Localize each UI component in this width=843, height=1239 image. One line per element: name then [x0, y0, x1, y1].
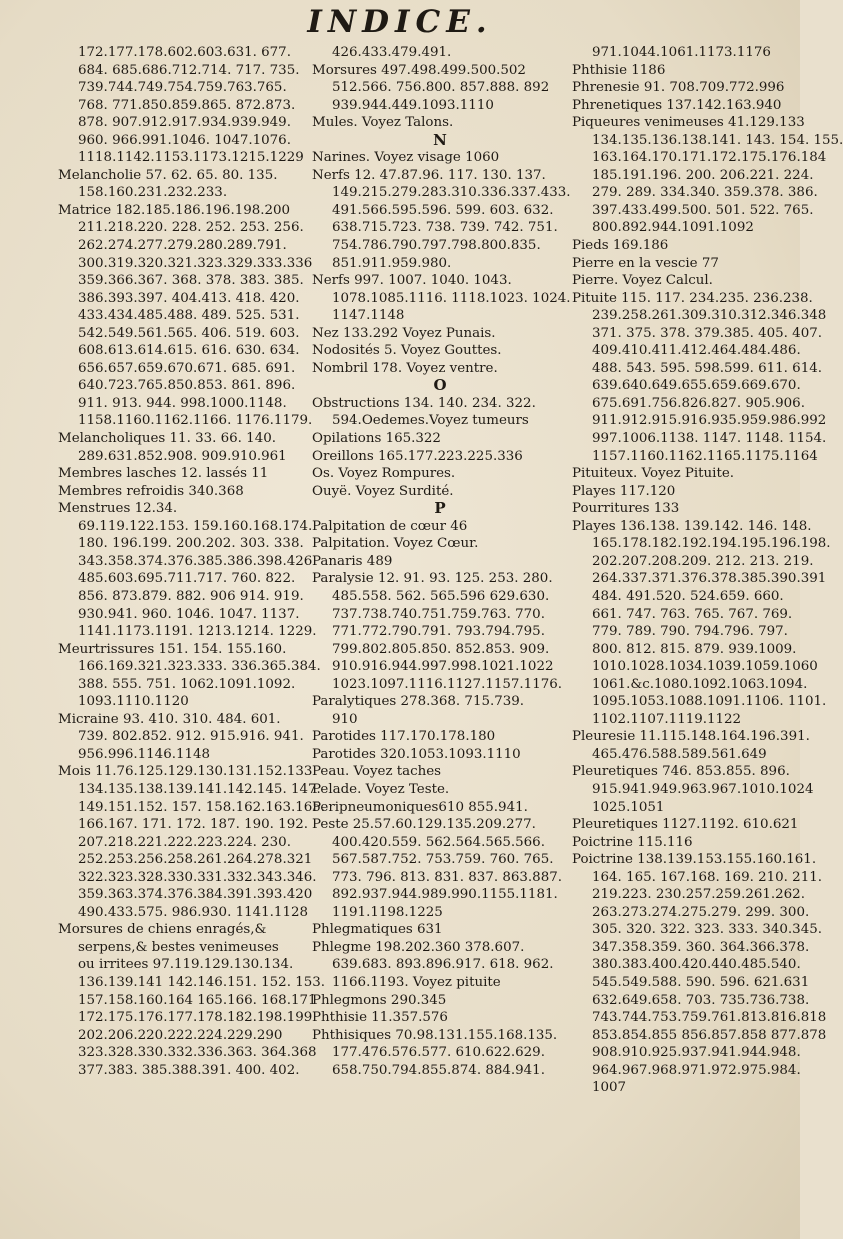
section-letter: N — [433, 130, 447, 149]
index-entry: Pierre. Voyez Calcul. — [572, 273, 713, 289]
index-entry-continuation: 930.941. 960. 1046. 1047. 1137. — [78, 606, 300, 622]
index-entry: Peripneumoniques610 855.941. — [312, 799, 528, 815]
index-entry: Nez 133.292 Voyez Punais. — [312, 325, 496, 341]
index-entry-continuation: 400.420.559. 562.564.565.566. — [332, 834, 545, 850]
index-entry-continuation: 545.549.588. 590. 596. 621.631 — [592, 974, 810, 990]
index-entry-continuation: 1147.1148 — [332, 308, 405, 324]
index-entry-continuation: 542.549.561.565. 406. 519. 603. — [78, 325, 300, 341]
index-entry: Phthisie 11.357.576 — [312, 1010, 448, 1026]
index-entry-continuation: 567.587.752. 753.759. 760. 765. — [332, 852, 554, 868]
index-entry-continuation: 910.916.944.997.998.1021.1022 — [332, 659, 554, 675]
index-entry-continuation: 878. 907.912.917.934.939.949. — [78, 115, 291, 131]
index-entry-continuation: 754.786.790.797.798.800.835. — [332, 238, 541, 254]
index-entry-continuation: 289.631.852.908. 909.910.961 — [78, 448, 287, 464]
index-entry-continuation: 1095.1053.1088.1091.1106. 1101. — [592, 694, 827, 710]
index-entry-continuation: 166.169.321.323.333. 336.365.384. — [78, 659, 321, 675]
index-entry-continuation: 1023.1097.1116.1127.1157.1176. — [332, 676, 563, 692]
index-entry-continuation: 911. 913. 944. 998.1000.1148. — [78, 395, 287, 411]
index-entry-continuation: ou irritees 97.119.129.130.134. — [78, 957, 294, 973]
index-entry: Phrenesie 91. 708.709.772.996 — [572, 80, 785, 96]
index-entry-continuation: 300.319.320.321.323.329.333.336 — [78, 255, 313, 271]
index-entry-continuation: 69.119.122.153. 159.160.168.174. — [78, 518, 313, 534]
index-entry: Meurtrissures 151. 154. 155.160. — [58, 641, 287, 657]
index-entry-continuation: 684. 685.686.712.714. 717. 735. — [78, 62, 300, 78]
index-entry-continuation: 739.744.749.754.759.763.765. — [78, 80, 287, 96]
index-entry-continuation: 359.363.374.376.384.391.393.420 — [78, 887, 313, 903]
index-entry: Poictrine 115.116 — [572, 834, 693, 850]
index-entry-continuation: 465.476.588.589.561.649 — [592, 746, 767, 762]
index-entry: Pierre en la vescie 77 — [572, 255, 719, 271]
index-entry-continuation: 997.1006.1138. 1147. 1148. 1154. — [592, 431, 827, 447]
index-entry-continuation: 490.433.575. 986.930. 1141.1128 — [78, 904, 309, 920]
index-entry: Playes 136.138. 139.142. 146. 148. — [572, 518, 812, 534]
index-entry-continuation: 1157.1160.1162.1165.1175.1164 — [592, 448, 818, 464]
index-entry-continuation: 263.273.274.275.279. 299. 300. — [592, 904, 810, 920]
index-entry-continuation: 1025.1051 — [592, 799, 665, 815]
index-entry-continuation: 388. 555. 751. 1062.1091.1092. — [78, 676, 296, 692]
index-column-middle — [312, 44, 571, 1079]
index-entry: Palpitation. Voyez Cœur. — [312, 536, 479, 552]
index-entry-continuation: 638.715.723. 738. 739. 742. 751. — [332, 220, 558, 236]
index-entry-continuation: serpens,& bestes venimeuses — [78, 939, 279, 955]
index-entry-continuation: 239.258.261.309.310.312.346.348 — [592, 308, 827, 324]
index-entry-continuation: 149.215.279.283.310.336.337.433. — [332, 185, 571, 201]
index-entry: Pituiteux. Voyez Pituite. — [572, 466, 735, 482]
index-entry-continuation: 964.967.968.971.972.975.984. — [592, 1062, 801, 1078]
index-entry: Pelade. Voyez Teste. — [312, 781, 450, 797]
index-entry: Micraine 93. 410. 310. 484. 601. — [58, 711, 281, 727]
index-entry-continuation: 488. 543. 595. 598.599. 611. 614. — [592, 360, 822, 376]
index-entry: Piqueures venimeuses 41.129.133 — [572, 115, 805, 131]
index-entry-continuation: 343.358.374.376.385.386.398.426 — [78, 553, 313, 569]
index-entry-continuation: 166.167. 171. 172. 187. 190. 192. — [78, 817, 308, 833]
index-entry-continuation: 136.139.141 142.146.151. 152. 153. — [78, 974, 326, 990]
index-entry-continuation: 779. 789. 790. 794.796. 797. — [592, 624, 788, 640]
index-entry-continuation: 1102.1107.1119.1122 — [592, 711, 742, 727]
index-entry-continuation: 800.892.944.1091.1092 — [592, 220, 754, 236]
index-entry-continuation: 675.691.756.826.827. 905.906. — [592, 395, 805, 411]
index-entry: Poictrine 138.139.153.155.160.161. — [572, 852, 817, 868]
index-entry-continuation: 1093.1110.1120 — [78, 694, 189, 710]
index-entry-continuation: 163.164.170.171.172.175.176.184 — [592, 150, 827, 166]
index-entry: Nerfs 12. 47.87.96. 117. 130. 137. — [312, 167, 546, 183]
index-entry: Opilations 165.322 — [312, 431, 441, 447]
index-entry: Ouyë. Voyez Surdité. — [312, 483, 454, 499]
index-entry-continuation: 347.358.359. 360. 364.366.378. — [592, 939, 810, 955]
index-entry-continuation: 892.937.944.989.990.1155.1181. — [332, 887, 558, 903]
index-entry-continuation: 639.683. 893.896.917. 618. 962. — [332, 957, 554, 973]
index-entry-continuation: 800. 812. 815. 879. 939.1009. — [592, 641, 797, 657]
index-entry: Playes 117.120 — [572, 483, 676, 499]
page-header-title: INDICE. — [307, 4, 493, 40]
index-entry-continuation: 485.558. 562. 565.596 629.630. — [332, 588, 550, 604]
index-entry: Morsures 497.498.499.500.502 — [312, 62, 526, 78]
index-entry-continuation: 661. 747. 763. 765. 767. 769. — [592, 606, 793, 622]
index-column-right — [572, 44, 843, 1097]
index-entry-continuation: 262.274.277.279.280.289.791. — [78, 238, 287, 254]
index-entry: Palpitation de cœur 46 — [312, 518, 468, 534]
index-entry-continuation: 1141.1173.1191. 1213.1214. 1229. — [78, 624, 317, 640]
index-entry: Pleuretiques 746. 853.855. 896. — [572, 764, 790, 780]
index-entry: Pleuretiques 1127.1192. 610.621 — [572, 817, 799, 833]
index-entry-continuation: 207.218.221.222.223.224. 230. — [78, 834, 291, 850]
index-entry-continuation: 908.910.925.937.941.944.948. — [592, 1045, 801, 1061]
index-entry: Panaris 489 — [312, 553, 393, 569]
index-entry-continuation: 1007 — [592, 1080, 627, 1096]
index-entry-continuation: 915.941.949.963.967.1010.1024 — [592, 781, 814, 797]
index-entry: Morsures de chiens enragés,& — [58, 922, 267, 938]
index-entry: Membres refroidis 340.368 — [58, 483, 244, 499]
index-entry-continuation: 202.207.208.209. 212. 213. 219. — [592, 553, 814, 569]
index-entry-continuation: 768. 771.850.859.865. 872.873. — [78, 97, 296, 113]
index-entry-continuation: 180. 196.199. 200.202. 303. 338. — [78, 536, 304, 552]
index-entry-continuation: 639.640.649.655.659.669.670. — [592, 378, 801, 394]
index-entry: Parotides 117.170.178.180 — [312, 729, 496, 745]
index-entry-continuation: 485.603.695.711.717. 760. 822. — [78, 571, 296, 587]
index-entry-continuation: 185.191.196. 200. 206.221. 224. — [592, 167, 814, 183]
index-entry: Phrenetiques 137.142.163.940 — [572, 97, 782, 113]
index-entry-continuation: 211.218.220. 228. 252. 253. 256. — [78, 220, 304, 236]
index-entry-continuation: 165.178.182.192.194.195.196.198. — [592, 536, 831, 552]
index-entry-continuation: 1078.1085.1116. 1118.1023. 1024. — [332, 290, 571, 306]
index-entry: Obstructions 134. 140. 234. 322. — [312, 395, 536, 411]
index-entry-continuation: 1191.1198.1225 — [332, 904, 443, 920]
index-entry-continuation: 658.750.794.855.874. 884.941. — [332, 1062, 545, 1078]
index-entry-continuation: 856. 873.879. 882. 906 914. 919. — [78, 588, 304, 604]
index-entry: Pourritures 133 — [572, 501, 680, 517]
index-entry-continuation: 172.175.176.177.178.182.198.199 — [78, 1010, 313, 1026]
section-letter: O — [433, 376, 447, 395]
index-entry-continuation: 219.223. 230.257.259.261.262. — [592, 887, 805, 903]
index-entry-continuation: 771.772.790.791. 793.794.795. — [332, 624, 545, 640]
index-entry: Melancholie 57. 62. 65. 80. 135. — [58, 167, 278, 183]
index-entry: Mois 11.76.125.129.130.131.152.133 — [58, 764, 313, 780]
index-entry-continuation: 359.366.367. 368. 378. 383. 385. — [78, 273, 304, 289]
index-entry-continuation: 971.1044.1061.1173.1176 — [592, 45, 771, 60]
index-entry-continuation: 305. 320. 322. 323. 333. 340.345. — [592, 922, 822, 938]
index-entry: Parotides 320.1053.1093.1110 — [312, 746, 521, 762]
index-entry: Nombril 178. Voyez ventre. — [312, 360, 498, 376]
index-entry-continuation: 911.912.915.916.935.959.986.992 — [592, 413, 827, 429]
index-entry-continuation: 164. 165. 167.168. 169. 210. 211. — [592, 869, 822, 885]
index-entry: Melancholiques 11. 33. 66. 140. — [58, 431, 276, 447]
index-entry-continuation: 433.434.485.488. 489. 525. 531. — [78, 308, 300, 324]
index-entry-continuation: 386.393.397. 404.413. 418. 420. — [78, 290, 300, 306]
index-column-left — [58, 44, 326, 1079]
index-entry-continuation: 737.738.740.751.759.763. 770. — [332, 606, 545, 622]
index-entry-continuation: 640.723.765.850.853. 861. 896. — [78, 378, 296, 394]
index-entry: Peste 25.57.60.129.135.209.277. — [312, 817, 536, 833]
index-entry: Pituite 115. 117. 234.235. 236.238. — [572, 290, 813, 306]
index-entry-continuation: 1118.1142.1153.1173.1215.1229 — [78, 150, 304, 166]
index-entry-continuation: 594.Oedemes.Voyez tumeurs — [332, 413, 529, 429]
index-entry: Phlegmons 290.345 — [312, 992, 447, 1008]
index-entry-continuation: 910 — [332, 711, 358, 727]
index-entry: Nodosités 5. Voyez Gouttes. — [312, 343, 502, 359]
index-entry-continuation: 371. 375. 378. 379.385. 405. 407. — [592, 325, 822, 341]
index-entry-continuation: 743.744.753.759.761.813.816.818 — [592, 1010, 827, 1026]
index-entry-continuation: 409.410.411.412.464.484.486. — [592, 343, 801, 359]
index-entry-continuation: 397.433.499.500. 501. 522. 765. — [592, 202, 814, 218]
index-entry-continuation: 1158.1160.1162.1166. 1176.1179. — [78, 413, 313, 429]
index-entry: Menstrues 12.34. — [58, 501, 178, 517]
index-entry: Narines. Voyez visage 1060 — [312, 150, 500, 166]
index-entry-continuation: 158.160.231.232.233. — [78, 185, 228, 201]
index-entry-continuation: 851.911.959.980. — [332, 255, 452, 271]
index-entry-continuation: 512.566. 756.800. 857.888. 892 — [332, 80, 550, 96]
index-entry-continuation: 252.253.256.258.261.264.278.321 — [78, 852, 313, 868]
index-entry-continuation: 177.476.576.577. 610.622.629. — [332, 1045, 545, 1061]
index-entry: Pieds 169.186 — [572, 238, 669, 254]
index-entry-continuation: 172.177.178.602.603.631. 677. — [78, 45, 291, 60]
index-entry: Phthisiques 70.98.131.155.168.135. — [312, 1027, 558, 1043]
index-entry-continuation: 134.135.138.139.141.142.145. 147. — [78, 781, 321, 797]
index-entry-continuation: 323.328.330.332.336.363. 364.368 — [78, 1045, 317, 1061]
index-entry: Phlegmatiques 631 — [312, 922, 443, 938]
index-entry-continuation: 1061.&c.1080.1092.1063.1094. — [592, 676, 808, 692]
index-entry-continuation: 632.649.658. 703. 735.736.738. — [592, 992, 810, 1008]
index-entry-continuation: 134.135.136.138.141. 143. 154. 155. — [592, 132, 843, 148]
index-entry: Os. Voyez Rompures. — [312, 466, 456, 482]
index-entry: Pleuresie 11.115.148.164.196.391. — [572, 729, 810, 745]
index-entry: Phthisie 1186 — [572, 62, 666, 78]
section-letter: P — [434, 499, 446, 518]
index-entry: Peau. Voyez taches — [312, 764, 442, 780]
index-entry-continuation: 1166.1193. Voyez pituite — [332, 974, 501, 990]
index-entry: Membres lasches 12. lassés 11 — [58, 466, 269, 482]
index-entry-continuation: 377.383. 385.388.391. 400. 402. — [78, 1062, 300, 1078]
index-entry: Nerfs 997. 1007. 1040. 1043. — [312, 273, 512, 289]
index-entry-continuation: 960. 966.991.1046. 1047.1076. — [78, 132, 291, 148]
index-entry-continuation: 380.383.400.420.440.485.540. — [592, 957, 801, 973]
index-entry: Paralysie 12. 91. 93. 125. 253. 280. — [312, 571, 553, 587]
index-entry: Oreillons 165.177.223.225.336 — [312, 448, 523, 464]
index-entry-continuation: 149.151.152. 157. 158.162.163.165. — [78, 799, 326, 815]
index-entry-continuation: 491.566.595.596. 599. 603. 632. — [332, 202, 554, 218]
index-entry: Phlegme 198.202.360 378.607. — [312, 939, 525, 955]
index-entry-continuation: 157.158.160.164 165.166. 168.171 — [78, 992, 317, 1008]
index-entry-continuation: 853.854.855 856.857.858 877.878 — [592, 1027, 827, 1043]
index-entry-continuation: 279. 289. 334.340. 359.378. 386. — [592, 185, 818, 201]
index-entry-continuation: 322.323.328.330.331.332.343.346. — [78, 869, 317, 885]
index-entry-continuation: 956.996.1146.1148 — [78, 746, 211, 762]
index-entry-continuation: 484. 491.520. 524.659. 660. — [592, 588, 784, 604]
index-entry-continuation: 426.433.479.491. — [332, 45, 452, 60]
index-entry-continuation: 739. 802.852. 912. 915.916. 941. — [78, 729, 304, 745]
index-entry: Mules. Voyez Talons. — [312, 115, 454, 131]
index-entry-continuation: 773. 796. 813. 831. 837. 863.887. — [332, 869, 562, 885]
index-entry-continuation: 264.337.371.376.378.385.390.391 — [592, 571, 827, 587]
index-entry: Paralytiques 278.368. 715.739. — [312, 694, 525, 710]
index-entry-continuation: 1010.1028.1034.1039.1059.1060 — [592, 659, 818, 675]
index-entry-continuation: 939.944.449.1093.1110 — [332, 97, 494, 113]
index-entry-continuation: 656.657.659.670.671. 685. 691. — [78, 360, 296, 376]
index-entry-continuation: 799.802.805.850. 852.853. 909. — [332, 641, 550, 657]
index-entry-continuation: 202.206.220.222.224.229.290 — [78, 1027, 283, 1043]
index-entry-continuation: 608.613.614.615. 616. 630. 634. — [78, 343, 300, 359]
index-entry: Matrice 182.185.186.196.198.200 — [58, 202, 291, 218]
